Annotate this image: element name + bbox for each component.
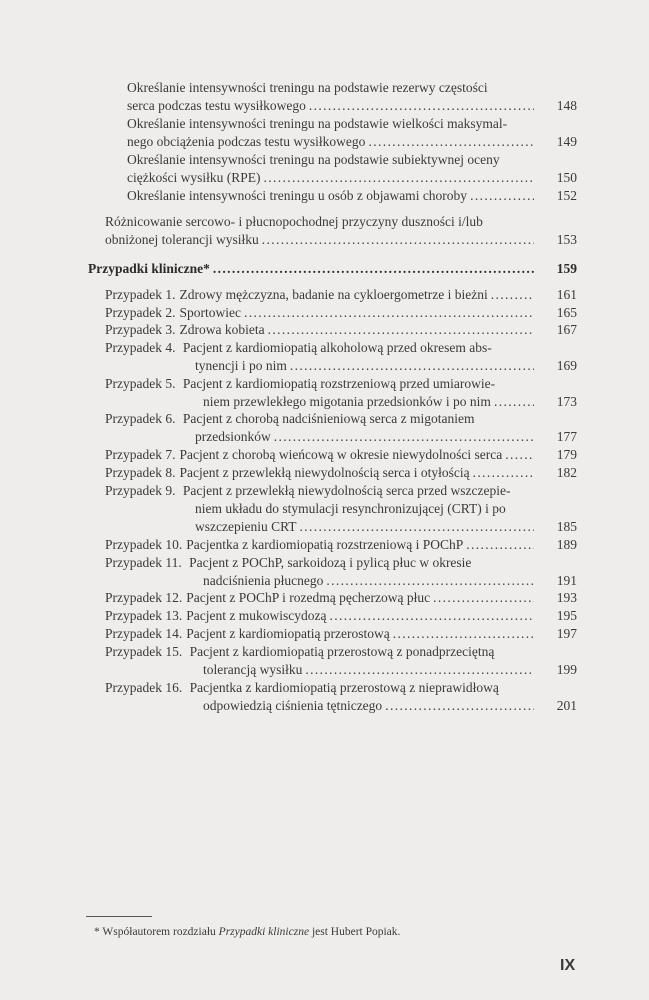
toc-page-number: 185 (556, 518, 577, 534)
toc-entry-line (105, 626, 537, 642)
footnote-prefix: Współautorem rozdziału (102, 926, 216, 938)
toc-entry-line (195, 501, 506, 517)
toc-page-number: 152 (556, 188, 577, 203)
toc-page-number: 197 (556, 626, 577, 641)
case-label: Przypadek 3. (105, 322, 176, 337)
leader-dots (505, 447, 534, 463)
toc-entry-text: Pacjent z POChP, sarkoidozą i pylicą płuc w okresie (189, 555, 472, 570)
leader-dots (393, 626, 534, 642)
toc-entry-line (88, 261, 537, 277)
toc-page-number: 167 (556, 322, 577, 337)
leader-dots (274, 429, 534, 445)
toc-entry-line (105, 680, 499, 696)
leader-dots (494, 394, 534, 410)
case-label: Przypadek 16. (105, 680, 186, 695)
toc-entry-line (203, 698, 537, 714)
leader-dots (290, 358, 534, 374)
case-label: Przypadek 6. (105, 411, 179, 426)
toc-entry-line (105, 483, 510, 499)
toc-page-number: 153 (556, 231, 577, 247)
toc-entry-text: Różnicowanie sercowo- i płucnopochodnej przyczyny duszności i/lub (105, 214, 483, 229)
toc-entry-text: odpowiedzią ciśnienia tętniczego (203, 697, 383, 713)
toc-entry-line (127, 134, 537, 150)
toc-page-number: 182 (556, 465, 577, 480)
toc-entry-text: ciężkości wysiłku (RPE) (127, 169, 261, 185)
toc-page-number: 149 (556, 133, 577, 149)
toc-entry-line (105, 322, 537, 338)
case-label: Przypadek 12. (105, 590, 183, 605)
toc-entry-text: Pacjent z kardiomiopatią przerostową (186, 626, 390, 641)
toc-entry-line (127, 98, 537, 114)
leader-dots (305, 662, 534, 678)
toc-page-number: 179 (556, 447, 577, 462)
case-label: Przypadek 9. (105, 483, 179, 498)
toc-entry-text: niem układu do stymulacji resynchronizującej (CRT) i po (195, 500, 506, 516)
case-label: Przypadek 2. (105, 305, 176, 320)
leader-dots (385, 698, 534, 714)
leader-dots (213, 261, 534, 277)
toc-entry-line (105, 376, 495, 392)
toc-entry-line (105, 537, 537, 553)
toc-entry-line (105, 590, 537, 606)
toc-page-number: 199 (556, 661, 577, 677)
toc-entry-text: Przypadki kliniczne* (88, 261, 210, 276)
toc-entry-text: obniżonej tolerancji wysiłku (105, 231, 259, 247)
toc-entry-line (195, 429, 537, 445)
toc-entry-line (105, 644, 494, 660)
toc-entry-line (105, 411, 475, 427)
leader-dots (268, 322, 534, 338)
toc-entry-line (195, 519, 537, 535)
toc-entry-line (105, 305, 537, 321)
toc-entry-text: Pacjent z chorobą nadciśnieniową serca z migotaniem (182, 411, 475, 426)
toc-entry-text: Sportowiec (179, 305, 241, 320)
case-label: Przypadek 14. (105, 626, 183, 641)
toc-entry-text: Pacjent z mukowiscydozą (186, 608, 327, 623)
toc-entry-text: Zdrowy mężczyzna, badanie na cykloergometrze i bieżni (179, 287, 488, 302)
toc-entry-text: Określanie intensywności treningu na podstawie subiektywnej oceny (127, 152, 500, 167)
leader-dots (262, 232, 534, 248)
toc-page-number: 165 (556, 305, 577, 320)
toc-entry-line (105, 447, 537, 463)
case-label: Przypadek 8. (105, 465, 176, 480)
toc-entry-text: przedsionków (195, 428, 271, 444)
toc-page-number: 195 (556, 608, 577, 623)
toc-entry-text: Pacjent z POChP i rozedmą pęcherzową płuc (186, 590, 431, 605)
toc-entry-line (105, 287, 537, 303)
case-label: Przypadek 11. (105, 555, 186, 570)
toc-entry-text: Pacjentka z kardiomiopatią przerostową z nieprawidłową (189, 680, 499, 695)
toc-page-number: 150 (556, 169, 577, 185)
toc-entry-line (127, 80, 488, 96)
toc-entry-text: tolerancją wysiłku (203, 661, 303, 677)
toc-entry-line (203, 662, 537, 678)
toc-entry-text: Pacjentka z kardiomiopatią rozstrzeniową i POChP (186, 537, 464, 552)
toc-entry-text: Pacjent z kardiomiopatią rozstrzeniową przed umiarowie- (182, 376, 496, 391)
toc-entry-line (127, 116, 507, 132)
leader-dots (309, 98, 534, 114)
toc-entry-text: wszczepieniu CRT (195, 518, 297, 534)
leader-dots (329, 608, 534, 624)
toc-entry-line (105, 608, 537, 624)
toc-entry-text: nadciśnienia płucnego (203, 572, 324, 588)
toc-entry-text: Określanie intensywności treningu na podstawie wielkości maksymal- (127, 116, 508, 131)
footnote-title: Przypadki kliniczne (218, 926, 310, 938)
toc-page-number: 177 (556, 428, 577, 444)
toc-entry-text: tynencji i po nim (195, 357, 287, 373)
toc-entry-line (105, 214, 483, 230)
toc-entry-text: Pacjent z chorobą wieńcową w okresie niewydolności serca (179, 447, 503, 462)
toc-entry-line (105, 465, 537, 481)
toc-entry-line (203, 394, 537, 410)
toc-page-number: 201 (556, 697, 577, 713)
leader-dots (368, 134, 534, 150)
toc-page-number: 169 (556, 357, 577, 373)
leader-dots (470, 188, 534, 204)
case-label: Przypadek 13. (105, 608, 183, 623)
leader-dots (244, 305, 534, 321)
toc-entry-text: Pacjent z przewlekłą niewydolnością serca przed wszczepie- (182, 483, 511, 498)
toc-entry-text: nego obciążenia podczas testu wysiłkowego (127, 133, 366, 149)
case-label: Przypadek 7. (105, 447, 176, 462)
toc-page-number: 189 (556, 537, 577, 552)
leader-dots (263, 170, 534, 186)
case-label: Przypadek 5. (105, 376, 179, 391)
toc-entry-text: serca podczas testu wysiłkowego (127, 97, 306, 113)
leader-dots (491, 287, 534, 303)
footnote-marker: * (94, 926, 100, 938)
toc-page-number: 191 (556, 572, 577, 588)
toc-entry-text: niem przewlekłego migotania przedsionków i po nim (203, 393, 491, 409)
toc-entry-text: Pacjent z przewlekłą niewydolnością serca i otyłością (179, 465, 470, 480)
case-label: Przypadek 4. (105, 340, 179, 355)
toc-page-number: 173 (556, 393, 577, 409)
leader-dots (433, 590, 534, 606)
toc-page-number: 159 (556, 261, 577, 276)
leader-dots (326, 573, 534, 589)
toc-entry-line (195, 358, 537, 374)
footnote (94, 925, 400, 939)
case-label: Przypadek 10. (105, 537, 183, 552)
leader-dots (300, 519, 534, 535)
toc-entry-text: Pacjent z kardiomiopatią przerostową z ponadprzeciętną (189, 644, 495, 659)
toc-page-number: 148 (556, 97, 577, 113)
page-number: IX (560, 957, 576, 974)
footnote-rule (86, 916, 152, 917)
toc-entry-line (127, 170, 537, 186)
toc-entry-line (105, 340, 492, 356)
toc-page-number: 161 (556, 287, 577, 302)
toc-page-number: 193 (556, 590, 577, 605)
case-label: Przypadek 15. (105, 644, 186, 659)
toc-entry-text: Zdrowa kobieta (179, 322, 265, 337)
case-label: Przypadek 1. (105, 287, 176, 302)
toc-entry-line (105, 232, 537, 248)
toc-entry-line (105, 555, 471, 571)
toc-entry-text: Określanie intensywności treningu u osób z objawami choroby (127, 188, 468, 203)
footnote-suffix: jest Hubert Popiak. (311, 926, 401, 938)
leader-dots (473, 465, 534, 481)
toc-entry-text: Określanie intensywności treningu na podstawie rezerwy częstości (127, 80, 488, 95)
leader-dots (466, 537, 534, 553)
toc-entry-line (127, 188, 537, 204)
toc-entry-text: Pacjent z kardiomiopatią alkoholową przed okresem abs- (182, 340, 492, 355)
toc-entry-line (203, 573, 537, 589)
toc-entry-line (127, 152, 500, 168)
